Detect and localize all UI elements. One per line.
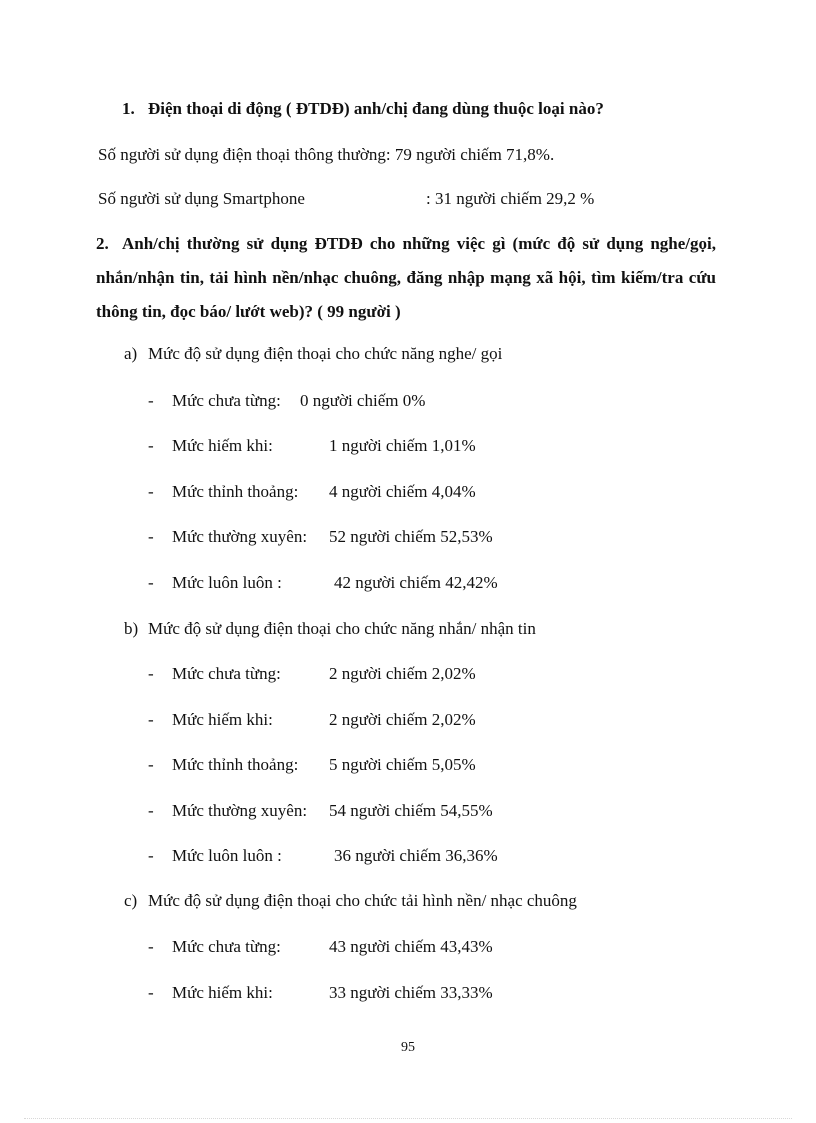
section-c-text: Mức độ sử dụng điện thoại cho chức tải hình nền/ nhạc chuông	[148, 891, 577, 910]
item-label: Mức thỉnh thoảng:	[172, 482, 299, 501]
list-item	[148, 754, 298, 776]
list-item	[148, 845, 282, 867]
footer-divider	[24, 1118, 792, 1119]
list-item	[148, 800, 307, 822]
section-a-text: Mức độ sử dụng điện thoại cho chức năng nghe/ gọi	[148, 344, 503, 363]
dash: -	[148, 527, 154, 546]
dash: -	[148, 710, 154, 729]
section-b-title	[124, 618, 536, 640]
dash: -	[148, 846, 154, 865]
item-value: 0 người chiếm 0%	[300, 391, 426, 410]
item-value: 52 người chiếm 52,53%	[329, 527, 493, 546]
item-label: Mức thường xuyên:	[172, 801, 308, 820]
dash: -	[148, 801, 154, 820]
dash: -	[148, 573, 154, 592]
section-a-letter: a)	[124, 344, 138, 363]
dash: -	[148, 391, 154, 410]
item-value: 2 người chiếm 2,02%	[329, 710, 476, 729]
question-2-number: 2.	[96, 234, 109, 253]
list-item	[148, 526, 307, 548]
item-label: Mức chưa từng:	[172, 664, 281, 683]
section-b-letter: b)	[124, 619, 139, 638]
item-value: 54 người chiếm 54,55%	[329, 801, 493, 820]
item-value: 36 người chiếm 36,36%	[334, 846, 498, 865]
item-value: 4 người chiếm 4,04%	[329, 482, 476, 501]
list-item	[148, 435, 273, 457]
list-item	[148, 390, 281, 412]
dash: -	[148, 937, 154, 956]
item-label: Mức thỉnh thoảng:	[172, 755, 299, 774]
list-item	[148, 709, 273, 731]
question-2-heading	[96, 227, 716, 329]
item-value: 1 người chiếm 1,01%	[329, 436, 476, 455]
question-2-title: Anh/chị thường sử dụng ĐTDĐ cho những việc gì (mức độ sử dụng nghe/gọi, nhắn/nhận tin, tải hình nền/nhạc chuông, đăng nhập mạng xã hội, tìm kiếm/tra cứu thông tin, đọc báo/ lướt web)? ( 99 người )	[96, 234, 716, 321]
item-label: Mức luôn luôn :	[172, 573, 282, 592]
dash: -	[148, 664, 154, 683]
item-label: Mức hiếm khi:	[172, 436, 273, 455]
q1-line-smartphone	[98, 188, 305, 210]
question-1-number: 1.	[122, 99, 135, 118]
section-c-letter: c)	[124, 891, 138, 910]
section-b-text: Mức độ sử dụng điện thoại cho chức năng nhắn/ nhận tin	[148, 619, 536, 638]
q1-smartphone-value: : 31 người chiếm 29,2 %	[426, 189, 595, 208]
section-a-title	[124, 343, 502, 365]
list-item	[148, 936, 281, 958]
question-1-heading	[122, 98, 604, 120]
q1-smartphone-label: Số người sử dụng Smartphone	[98, 189, 305, 208]
dash: -	[148, 436, 154, 455]
item-value: 5 người chiếm 5,05%	[329, 755, 476, 774]
list-item	[148, 663, 281, 685]
page-number: 95	[401, 1040, 415, 1055]
item-value: 42 người chiếm 42,42%	[334, 573, 498, 592]
dash: -	[148, 983, 154, 1002]
item-label: Mức hiếm khi:	[172, 710, 273, 729]
list-item	[148, 982, 273, 1004]
list-item	[148, 481, 298, 503]
list-item	[148, 572, 282, 594]
q1-line-regular-phone: Số người sử dụng điện thoại thông thường: 79 người chiếm 71,8%.	[98, 145, 555, 164]
dash: -	[148, 482, 154, 501]
dash: -	[148, 755, 154, 774]
item-value: 2 người chiếm 2,02%	[329, 664, 476, 683]
item-label: Mức thường xuyên:	[172, 527, 308, 546]
item-label: Mức luôn luôn :	[172, 846, 282, 865]
question-1-title: Điện thoại di động ( ĐTDĐ) anh/chị đang dùng thuộc loại nào?	[148, 99, 604, 118]
section-c-title	[124, 890, 577, 912]
item-value: 43 người chiếm 43,43%	[329, 937, 493, 956]
item-label: Mức hiếm khi:	[172, 983, 273, 1002]
item-value: 33 người chiếm 33,33%	[329, 983, 493, 1002]
item-label: Mức chưa từng:	[172, 391, 281, 410]
item-label: Mức chưa từng:	[172, 937, 281, 956]
